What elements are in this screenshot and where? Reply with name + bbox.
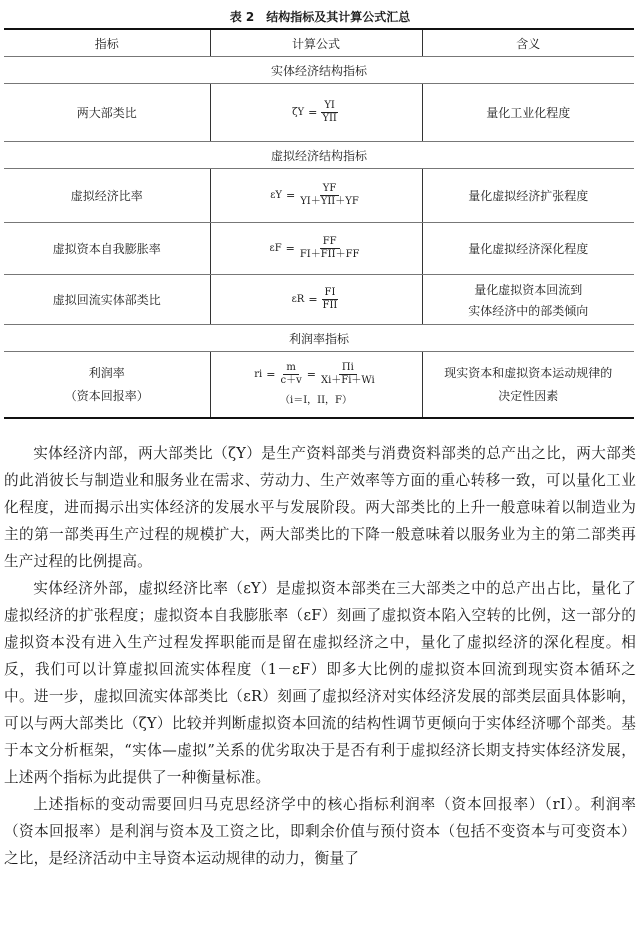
formula-cell: εF = $\frac{FF}{\text{FI＋FII＋FF}}$ [210,223,422,275]
formula-cell: ri = $\frac{m}{c+v}$ = $\frac{\Pi i}{Xi+Fi+Wi}$ （i＝I，II，F） [210,352,422,418]
formula-lhs: εY [270,190,282,201]
formula-cell: εY = $\frac{YF}{\text{YI＋YII＋YF}}$ [210,169,422,223]
formula-numerator: FI [322,287,339,300]
formula-note: （i＝I，II，F） [280,395,352,407]
indicator-name: 虚拟回流实体部类比 [4,275,210,325]
formula-lhs: ri [254,369,263,381]
meaning-cell [422,352,634,418]
header-formula: 计算公式 [210,29,422,57]
formula-cell: ζY = $\frac{YI}{\text{YII}}$ [210,84,422,142]
formula-numerator: YF [320,183,340,196]
paragraph: 实体经济内部，两大部类比（ζY）是生产资料部类与消费资料部类的总产出之比，两大部类的此消彼长与制造业和服务业在需求、劳动力、生产效率等方面的重心转移一致，可以量化工业化程度，进而揭示出实体经济的发展水平与发展阶段。两大部类比的上升一般意味着以制造业为主的第一部类再生产过程的规模扩大，两大部类比的下降一般意味着以服务业为主的第二部类再生产过程的比例提高。 [4,445,636,570]
formula-fraction [319,100,340,125]
meaning-line: 实体经济中的部类倾向 [468,303,589,318]
paragraph: 实体经济外部，虚拟经济比率（εY）是虚拟资本部类在三大部类之中的总产出占比，量化了虚拟经济的扩张程度；虚拟资本自我膨胀率（εF）刻画了虚拟资本陷入空转的比例，这一部分的虚拟资本没有进入生产过程发挥职能而是留在虚拟经济之中，量化了虚拟经济的深化程度。相反，我们可以计算虚拟回流实体程度（1－εF）即多大比例的虚拟资本回流到现实资本循环之中。进一步，虚拟回流实体部类比（εR）刻画了虚拟经济对实体经济发展的部类层面具体影响，可以与两大部类比（ζY）比较并判断虚拟资本回流的结构性调节更倾向于实体经济哪个部类。基于本文分析框架，“实体—虚拟”关系的优劣取决于是否有利于虚拟经济长期支持实体经济发展，上述两个指标为此提供了一种衡量标准。 [4,580,636,786]
section-row-profit-rate [4,325,634,352]
formula-lhs: εF [269,243,282,254]
formula-denominator-2: Xi＋Fi＋Wi [320,375,375,387]
header-meaning: 含义 [422,29,634,57]
section-row-virtual-economy [4,142,634,169]
formula-numerator: m [283,362,298,375]
indicator-name: 两大部类比 [4,84,210,142]
formula-numerator-2: Πi [339,362,357,375]
header-indicator: 指标 [4,29,210,57]
indicator-name: 虚拟资本自我膨胀率 [4,223,210,275]
meaning-cell [422,275,634,325]
formula-numerator: FF [320,236,340,249]
formula-denominator: YI＋YII＋YF [300,196,359,207]
indicator-table [4,28,634,419]
indicator-name: 虚拟经济比率 [4,169,210,223]
formula-fraction [297,183,362,208]
table-caption: 表 2 结构指标及其计算公式汇总 [229,10,411,24]
paragraph: 上述指标的变动需要回归马克思经济学中的核心指标利润率（资本回报率）（rI）。利润率（资本回报率）是利润与资本及工资之比，即剩余价值与预付资本（包括不变资本与可变资本）之比，是经济活动中主导资本运动规律的动力，衡量了 [4,796,636,867]
meaning-line: 现实资本和虚拟资本运动规律的 [444,366,613,381]
table-row [4,84,634,142]
section-title: 利润率指标 [4,325,634,352]
formula-denominator: FII [322,300,338,311]
table-header-row [4,29,634,57]
formula-cell: εR = $\frac{FI}{\text{FII}}$ [210,275,422,325]
formula-fraction-2 [318,362,378,387]
indicator-name-line: （资本回报率） [64,389,149,404]
formula-denominator: FI＋FII＋FF [299,249,360,260]
formula-denominator: YII [322,113,337,124]
indicator-name-line: 利润率 [88,366,125,381]
table-row [4,352,634,418]
table-row [4,169,634,223]
formula-fraction [320,287,341,312]
body-text [4,440,636,872]
section-title: 虚拟经济结构指标 [4,142,634,169]
section-title: 实体经济结构指标 [4,57,634,84]
indicator-name [4,352,210,418]
formula-fraction [297,236,363,261]
section-row-real-economy [4,57,634,84]
table-row [4,275,634,325]
formula-denominator: c＋v [280,375,302,387]
table-row [4,223,634,275]
meaning-line: 决定性因素 [498,389,559,404]
formula-fraction [277,362,304,387]
formula-lhs: εR [291,294,305,305]
formula-numerator: YI [321,100,338,113]
meaning-cell: 量化虚拟经济扩张程度 [422,169,634,223]
formula-lhs: ζY [292,107,305,118]
meaning-line: 量化虚拟资本回流到 [474,282,583,297]
meaning-cell: 量化虚拟经济深化程度 [422,223,634,275]
meaning-cell: 量化工业化程度 [422,84,634,142]
